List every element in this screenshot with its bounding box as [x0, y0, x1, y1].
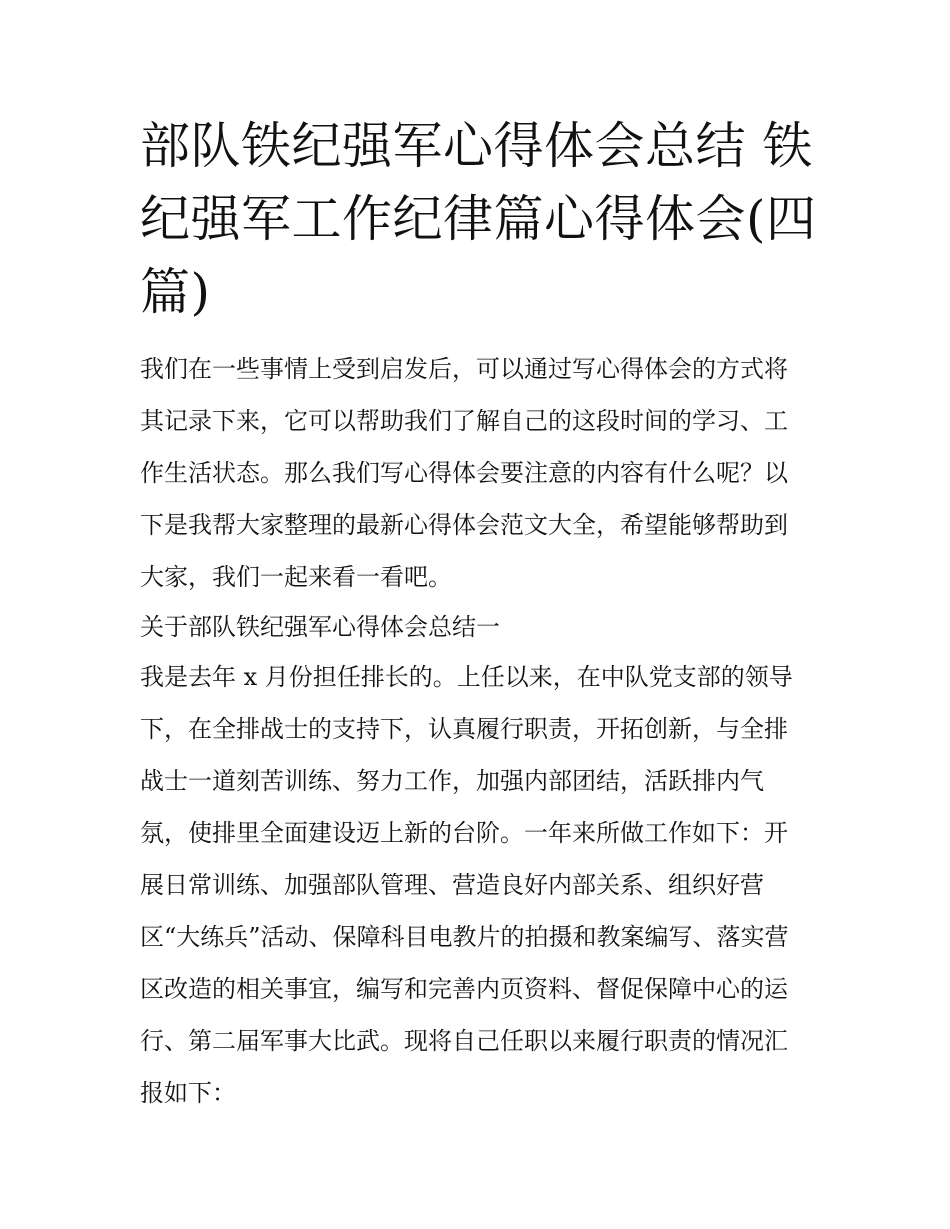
title-line: 篇) [140, 263, 211, 321]
document-page [140, 110, 817, 1119]
paragraph-line: 战士一道刻苦训练、努力工作，加强内部团结，活跃排内气 [140, 767, 764, 795]
document-title [140, 110, 817, 329]
paragraph-line: 其记录下来，它可以帮助我们了解自己的这段时间的学习、工 [140, 407, 788, 435]
paragraph-line: 我们在一些事情上受到启发后，可以通过写心得体会的方式将 [140, 355, 788, 383]
document-body [140, 343, 812, 1119]
paragraph-line: 大家，我们一起来看一看吧。 [140, 563, 452, 591]
paragraph-line: 行、第二届军事大比武。现将自己任职以来履行职责的情况汇 [140, 1027, 788, 1055]
section-heading: 关于部队铁纪强军心得体会总结一 [140, 613, 500, 641]
paragraph-line: 作生活状态。那么我们写心得体会要注意的内容有什么呢？以 [140, 459, 788, 487]
paragraph-line: 我是去年 x 月份担任排长的。上任以来，在中队党支部的领导 [140, 663, 793, 691]
title-line: 纪强军工作纪律篇心得体会(四 [140, 190, 817, 248]
paragraph-line: 氛，使排里全面建设迈上新的台阶。一年来所做工作如下：开 [140, 819, 788, 847]
paragraph-line: 下是我帮大家整理的最新心得体会范文大全，希望能够帮助到 [140, 511, 788, 539]
intro-paragraph [140, 343, 812, 603]
paragraph-line: 区改造的相关事宜，编写和完善内页资料、督促保障中心的运 [140, 975, 788, 1003]
title-line: 部队铁纪强军心得体会总结 铁 [140, 117, 813, 175]
body-paragraph [140, 651, 812, 1119]
paragraph-line: 报如下： [140, 1079, 236, 1107]
paragraph-line: 展日常训练、加强部队管理、营造良好内部关系、组织好营 [140, 871, 764, 899]
paragraph-line: 区“大练兵”活动、保障科目电教片的拍摄和教案编写、落实营 [140, 923, 789, 951]
paragraph-line: 下，在全排战士的支持下，认真履行职责，开拓创新，与全排 [140, 715, 788, 743]
